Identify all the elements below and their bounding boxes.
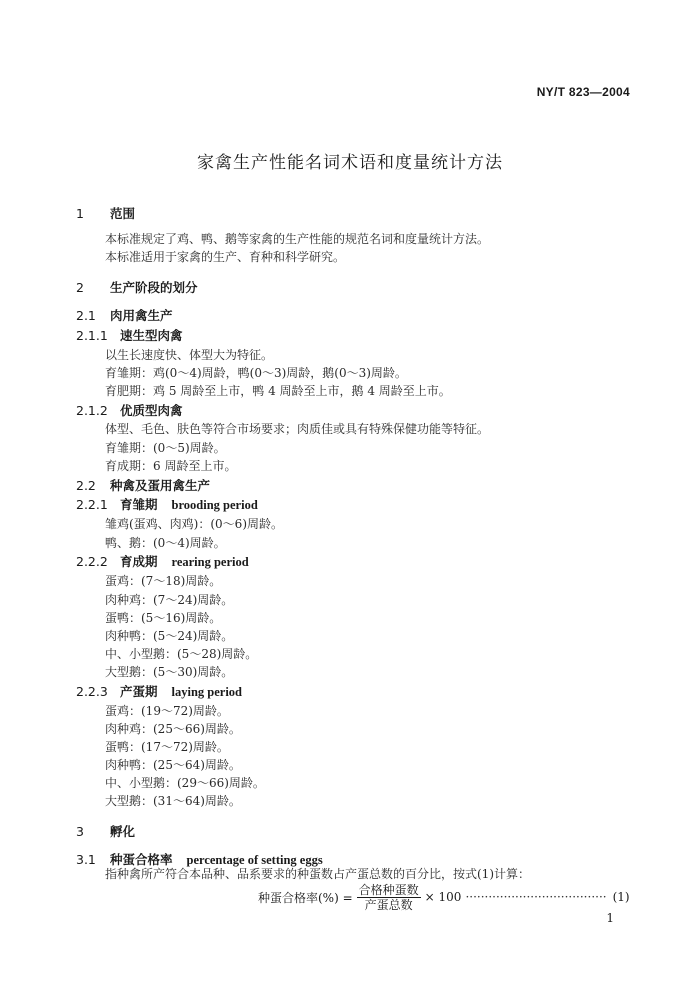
page-number: 1 bbox=[606, 911, 614, 925]
list-item: 鸭、鹅：(0～4)周龄。 bbox=[105, 536, 226, 550]
section-number: 2.1.1 bbox=[76, 328, 108, 343]
document-title: 家禽生产性能名词术语和度量统计方法 bbox=[197, 153, 503, 173]
equation-number: (1) bbox=[612, 890, 630, 904]
section-title: 育成期 bbox=[120, 554, 158, 569]
list-item: 体型、毛色、肤色等符合市场要求；肉质佳或具有特殊保健功能等特征。 bbox=[105, 422, 490, 436]
section-2-2-heading bbox=[76, 478, 210, 494]
list-item: 蛋鸡：(7～18)周龄。 bbox=[105, 574, 222, 588]
standard-code: NY/T 823—2004 bbox=[536, 85, 630, 99]
section-3-heading bbox=[76, 824, 135, 840]
section-number: 2.2.2 bbox=[76, 554, 108, 569]
section-number: 3.1 bbox=[76, 852, 96, 867]
list-item: 大型鹅：(31～64)周龄。 bbox=[105, 794, 241, 808]
list-item: 育肥期：鸡 5 周龄至上市，鸭 4 周龄至上市，鹅 4 周龄至上市。 bbox=[105, 384, 451, 398]
list-item: 蛋鸡：(19～72)周龄。 bbox=[105, 704, 229, 718]
section-2-2-1-heading bbox=[76, 497, 258, 513]
formula-times: × 100 bbox=[424, 890, 462, 904]
section-number: 1 bbox=[76, 206, 84, 221]
section-2-1-1-heading bbox=[76, 328, 183, 344]
section-1-heading bbox=[76, 206, 135, 222]
section-title-english: brooding period bbox=[171, 498, 258, 512]
list-item: 肉种鸭：(5～24)周龄。 bbox=[105, 629, 234, 643]
section-2-heading bbox=[76, 280, 198, 296]
section-number: 2.2.3 bbox=[76, 684, 108, 699]
formula-numerator: 合格种蛋数 bbox=[358, 882, 419, 897]
formula-1 bbox=[258, 882, 630, 912]
formula-denominator: 产蛋总数 bbox=[364, 897, 413, 912]
section-title: 育雏期 bbox=[120, 497, 158, 512]
list-item: 肉种鸡：(7～24)周龄。 bbox=[105, 593, 234, 607]
formula-leader-dots: ····································· bbox=[465, 890, 607, 904]
formula-fraction bbox=[357, 883, 421, 912]
section-title-english: percentage of setting eggs bbox=[186, 853, 323, 867]
section-title: 优质型肉禽 bbox=[120, 403, 183, 418]
paragraph: 本标准适用于家禽的生产、育种和科学研究。 bbox=[105, 250, 346, 264]
section-title-english: rearing period bbox=[171, 555, 249, 569]
section-number: 2.1.2 bbox=[76, 403, 108, 418]
list-item: 肉种鸭：(25～64)周龄。 bbox=[105, 758, 241, 772]
section-title: 孵化 bbox=[110, 824, 136, 839]
list-item: 大型鹅：(5～30)周龄。 bbox=[105, 665, 234, 679]
list-item: 育成期：6 周龄至上市。 bbox=[105, 459, 237, 473]
section-title: 产蛋期 bbox=[120, 684, 158, 699]
list-item: 育雏期：(0～5)周龄。 bbox=[105, 441, 226, 455]
section-number: 2 bbox=[76, 280, 84, 295]
paragraph: 指种禽所产符合本品种、品系要求的种蛋数占产蛋总数的百分比，按式(1)计算： bbox=[105, 867, 531, 881]
list-item: 育雏期：鸡(0～4)周龄，鸭(0～3)周龄，鹅(0～3)周龄。 bbox=[105, 366, 407, 380]
paragraph: 本标准规定了鸡、鸭、鹅等家禽的生产性能的规范名词和度量统计方法。 bbox=[105, 232, 490, 246]
list-item: 以生长速度快、体型大为特征。 bbox=[105, 348, 274, 362]
section-2-2-2-heading bbox=[76, 554, 249, 570]
section-title: 肉用禽生产 bbox=[110, 308, 173, 323]
section-number: 3 bbox=[76, 824, 84, 839]
section-number: 2.1 bbox=[76, 308, 96, 323]
section-title: 种蛋合格率 bbox=[110, 852, 173, 867]
section-title: 生产阶段的划分 bbox=[110, 280, 198, 295]
section-2-1-heading bbox=[76, 308, 173, 324]
section-2-1-2-heading bbox=[76, 403, 183, 419]
formula-lhs: 种蛋合格率(%) = bbox=[258, 890, 353, 905]
section-title: 速生型肉禽 bbox=[120, 328, 183, 343]
list-item: 蛋鸭：(17～72)周龄。 bbox=[105, 740, 229, 754]
section-number: 2.2 bbox=[76, 478, 96, 493]
list-item: 雏鸡(蛋鸡、肉鸡)：(0～6)周龄。 bbox=[105, 517, 283, 531]
section-title: 种禽及蛋用禽生产 bbox=[110, 478, 211, 493]
list-item: 中、小型鹅：(5～28)周龄。 bbox=[105, 647, 258, 661]
section-number: 2.2.1 bbox=[76, 497, 108, 512]
list-item: 中、小型鹅：(29～66)周龄。 bbox=[105, 776, 265, 790]
list-item: 蛋鸭：(5～16)周龄。 bbox=[105, 611, 222, 625]
section-title-english: laying period bbox=[171, 685, 243, 699]
list-item: 肉种鸡：(25～66)周龄。 bbox=[105, 722, 241, 736]
section-2-2-3-heading bbox=[76, 684, 242, 700]
section-title: 范围 bbox=[110, 206, 136, 221]
